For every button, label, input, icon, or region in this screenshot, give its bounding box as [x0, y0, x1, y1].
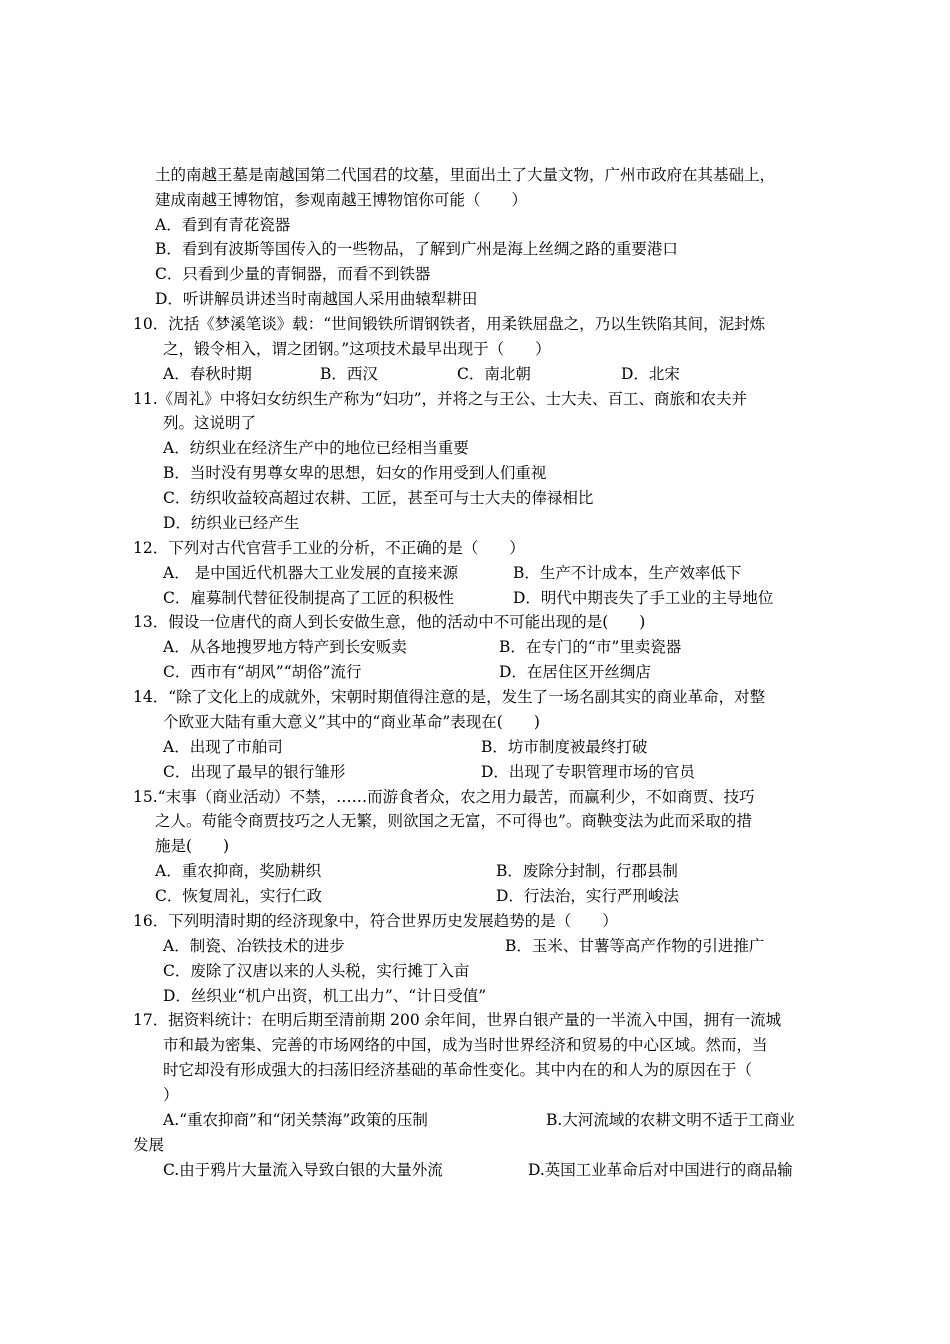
q17-stem-line3: 时它却没有形成强大的扫荡旧经济基础的革命性变化。其中内在的和人为的原因在于（	[163, 1061, 753, 1079]
q16-option-c: C．废除了汉唐以来的人头税，实行摊丁入亩	[163, 962, 470, 980]
q17-stem-line2: 市和最为密集、完善的市场网络的中国，成为当时世界经济和贸易的中心区域。然而，当	[163, 1036, 768, 1054]
q17-stem-line4: ）	[163, 1086, 179, 1104]
q15-option-d: D．行法治，实行严刑峻法	[496, 887, 679, 905]
q15-stem-line1: 15.“末事（商业活动）不禁，……而游食者众，农之用力最苦，而赢利少，不如商贾、技巧	[133, 788, 755, 806]
q17-option-b: B.大河流域的农耕文明不适于工商业	[546, 1111, 795, 1129]
q11-option-b: B．当时没有男尊女卑的思想，妇女的作用受到人们重视	[163, 464, 547, 482]
q9-stem-line2: 建成南越王博物馆，参观南越王博物馆你可能（ ）	[155, 191, 528, 209]
q14-option-a: A．出现了市舶司	[163, 738, 283, 756]
q15-stem-line2: 之人。苟能令商贾技巧之人无繁，则欲国之无富，不可得也”。商鞅变法为此而采取的措	[155, 812, 752, 830]
q9-option-c: C．只看到少量的青铜器，而看不到铁器	[155, 265, 431, 283]
q16-stem: 16．下列明清时期的经济现象中，符合世界历史发展趋势的是（ ）	[133, 912, 618, 930]
q12-option-d: D．明代中期丧失了手工业的主导地位	[513, 589, 774, 607]
q14-stem-line2: 个欧亚大陆有重大意义”其中的“商业革命”表现在( )	[163, 713, 540, 731]
q12-stem: 12．下列对古代官营手工业的分析，不正确的是（ ）	[133, 539, 525, 557]
q13-option-b: B．在专门的“市”里卖瓷器	[499, 638, 682, 656]
q14-option-c: C．出现了最早的银行雏形	[163, 763, 346, 781]
q11-option-d: D．纺织业已经产生	[163, 514, 300, 532]
q10-option-d: D．北宋	[621, 365, 680, 383]
q12-option-c: C．雇募制代替征役制提高了工匠的积极性	[163, 589, 454, 607]
q15-stem-line3: 施是( )	[155, 837, 230, 855]
q10-option-c: C．南北朝	[457, 365, 531, 383]
q15-option-b: B．废除分封制，行郡县制	[496, 862, 678, 880]
q17-option-c: C.由于鸦片大量流入导致白银的大量外流	[163, 1161, 443, 1179]
q17-option-a: A.“重农抑商”和“闭关禁海”政策的压制	[163, 1111, 428, 1129]
q13-option-c: C．西市有“胡风”“胡俗”流行	[163, 663, 362, 681]
q15-option-a: A．重农抑商，奖励耕织	[155, 862, 322, 880]
q14-stem-line1: 14．“除了文化上的成就外，宋朝时期值得注意的是，发生了一场名副其实的商业革命，对整	[133, 688, 766, 706]
q14-option-d: D．出现了专职管理市场的官员	[481, 763, 695, 781]
q11-stem-line1: 11.《周礼》中将妇女纺织生产称为“妇功”，并将之与王公、士大夫、百工、商旅和农夫并	[133, 390, 748, 408]
q10-option-a: A．春秋时期	[163, 365, 252, 383]
q15-option-c: C．恢复周礼，实行仁政	[155, 887, 322, 905]
q9-stem-line1: 土的南越王墓是南越国第二代国君的坟墓，里面出土了大量文物，广州市政府在其基础上，	[155, 166, 776, 184]
q16-option-d: D．丝织业“机户出资，机工出力”、“计日受值”	[163, 987, 487, 1005]
q9-option-d: D．听讲解员讲述当时南越国人采用曲辕犁耕田	[155, 290, 478, 308]
q12-option-b: B．生产不计成本，生产效率低下	[513, 564, 742, 582]
q10-stem-line1: 10．沈括《梦溪笔谈》载：“世间锻铁所谓钢铁者，用柔铁屈盘之，乃以生铁陷其间，泥封炼	[133, 315, 766, 333]
q17-option-b-continued: 发展	[133, 1136, 165, 1154]
q9-option-b: B．看到有波斯等国传入的一些物品，了解到广州是海上丝绸之路的重要港口	[155, 240, 678, 258]
q11-stem-line2: 列。这说明了	[163, 414, 257, 432]
q16-option-a: A．制瓷、冶铁技术的进步	[163, 937, 345, 955]
q17-stem-line1: 17．据资料统计：在明后期至清前期 200 余年间，世界白银产量的一半流入中国，拥有一流城	[133, 1011, 782, 1029]
q13-stem: 13．假设一位唐代的商人到长安做生意，他的活动中不可能出现的是( )	[133, 613, 646, 631]
q17-option-d: D.英国工业革命后对中国进行的商品输	[528, 1161, 793, 1179]
q13-option-a: A．从各地搜罗地方特产到长安贩卖	[163, 638, 407, 656]
q10-stem-line2: 之，锻令相入，谓之团钢。”这项技术最早出现于（ ）	[163, 340, 551, 358]
q11-option-c: C．纺织收益较高超过农耕、工匠，甚至可与士大夫的俸禄相比	[163, 489, 594, 507]
q9-option-a: A．看到有青花瓷器	[155, 216, 291, 234]
q11-option-a: A．纺织业在经济生产中的地位已经相当重要	[163, 439, 469, 457]
q14-option-b: B．坊市制度被最终打破	[481, 738, 648, 756]
q13-option-d: D．在居住区开丝绸店	[499, 663, 651, 681]
q12-option-a: A． 是中国近代机器大工业发展的直接来源	[163, 564, 459, 582]
q16-option-b: B．玉米、甘薯等高产作物的引进推广	[505, 937, 765, 955]
q10-option-b: B．西汉	[320, 365, 378, 383]
